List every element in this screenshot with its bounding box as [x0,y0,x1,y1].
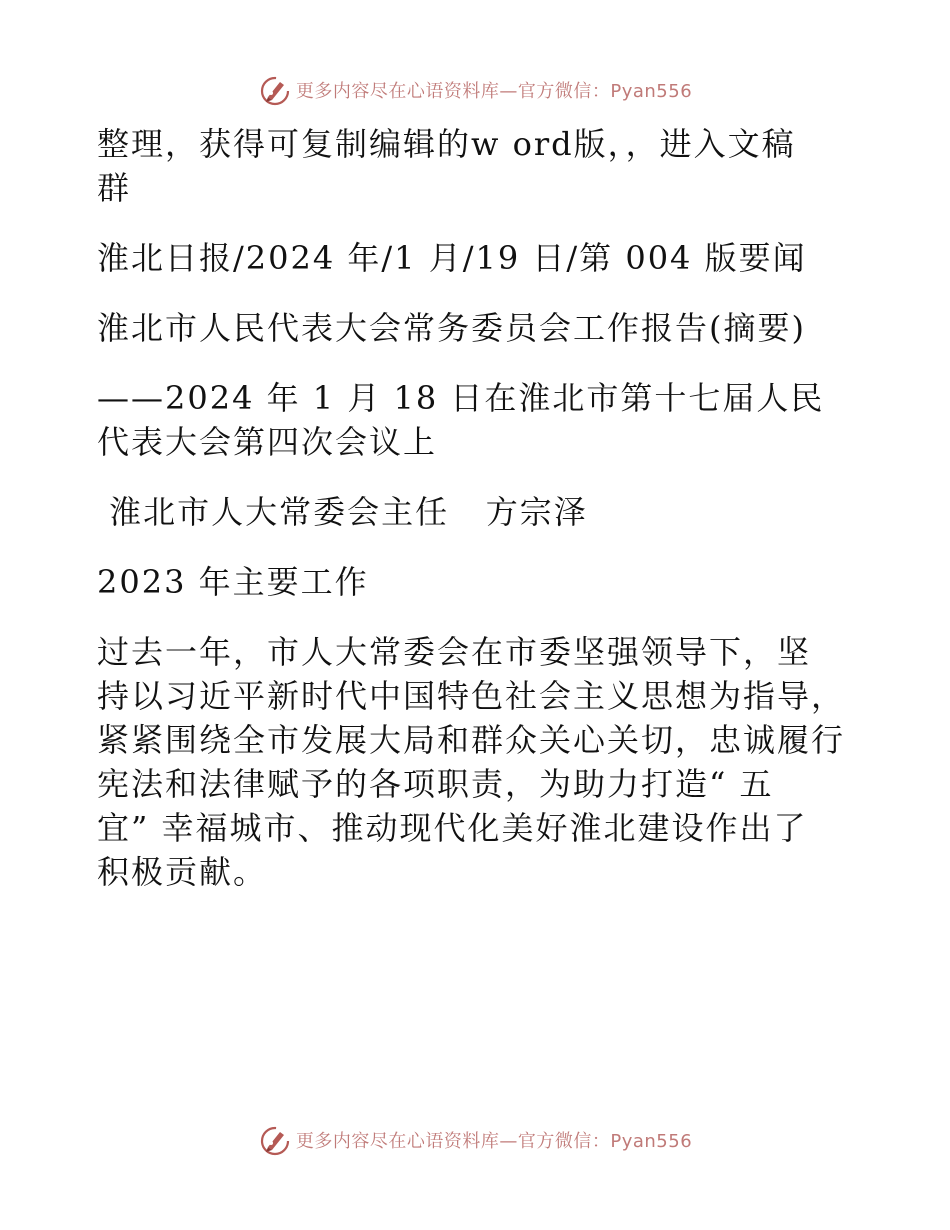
pen-logo-icon [258,73,292,107]
header-banner [0,70,950,110]
paragraph-line: 积极贡献。 [97,853,268,891]
intro-line: 整理，获得可复制编辑的w ord版，，进入文稿 [97,125,796,163]
paragraph-line: 持以习近平新时代中国特色社会主义思想为指导， [97,677,846,715]
paragraph-line: 过去一年，市人大常委会在市委坚强领导下，坚 [97,633,812,671]
intro-line: 群 [97,169,132,207]
subtitle-line: ——2024 年 1 月 18 日在淮北市第十七届人民 [97,379,825,417]
source-line: 淮北日报/2024 年/1 月/19 日/第 004 版要闻 [97,239,807,277]
author-line: 淮北市人大常委会主任 方宗泽 [97,493,588,531]
banner-text: 更多内容尽在心语资料库—官方微信：Pyan556 [295,81,693,102]
pen-logo-icon [258,1123,292,1157]
report-title: 淮北市人民代表大会常务委员会工作报告(摘要) [97,309,806,347]
footer-banner [0,1120,950,1160]
paragraph-line: 宜” 幸福城市、推动现代化美好淮北建设作出了 [97,809,808,847]
section-heading: 2023 年主要工作 [97,563,369,601]
document-body [97,122,857,894]
paragraph-line: 紧紧围绕全市发展大局和群众关心关切，忠诚履行 [97,721,846,759]
subtitle-line: 代表大会第四次会议上 [97,423,438,461]
paragraph-line: 宪法和法律赋予的各项职责，为助力打造“ 五 [97,765,774,803]
banner-text: 更多内容尽在心语资料库—官方微信：Pyan556 [295,1131,693,1152]
